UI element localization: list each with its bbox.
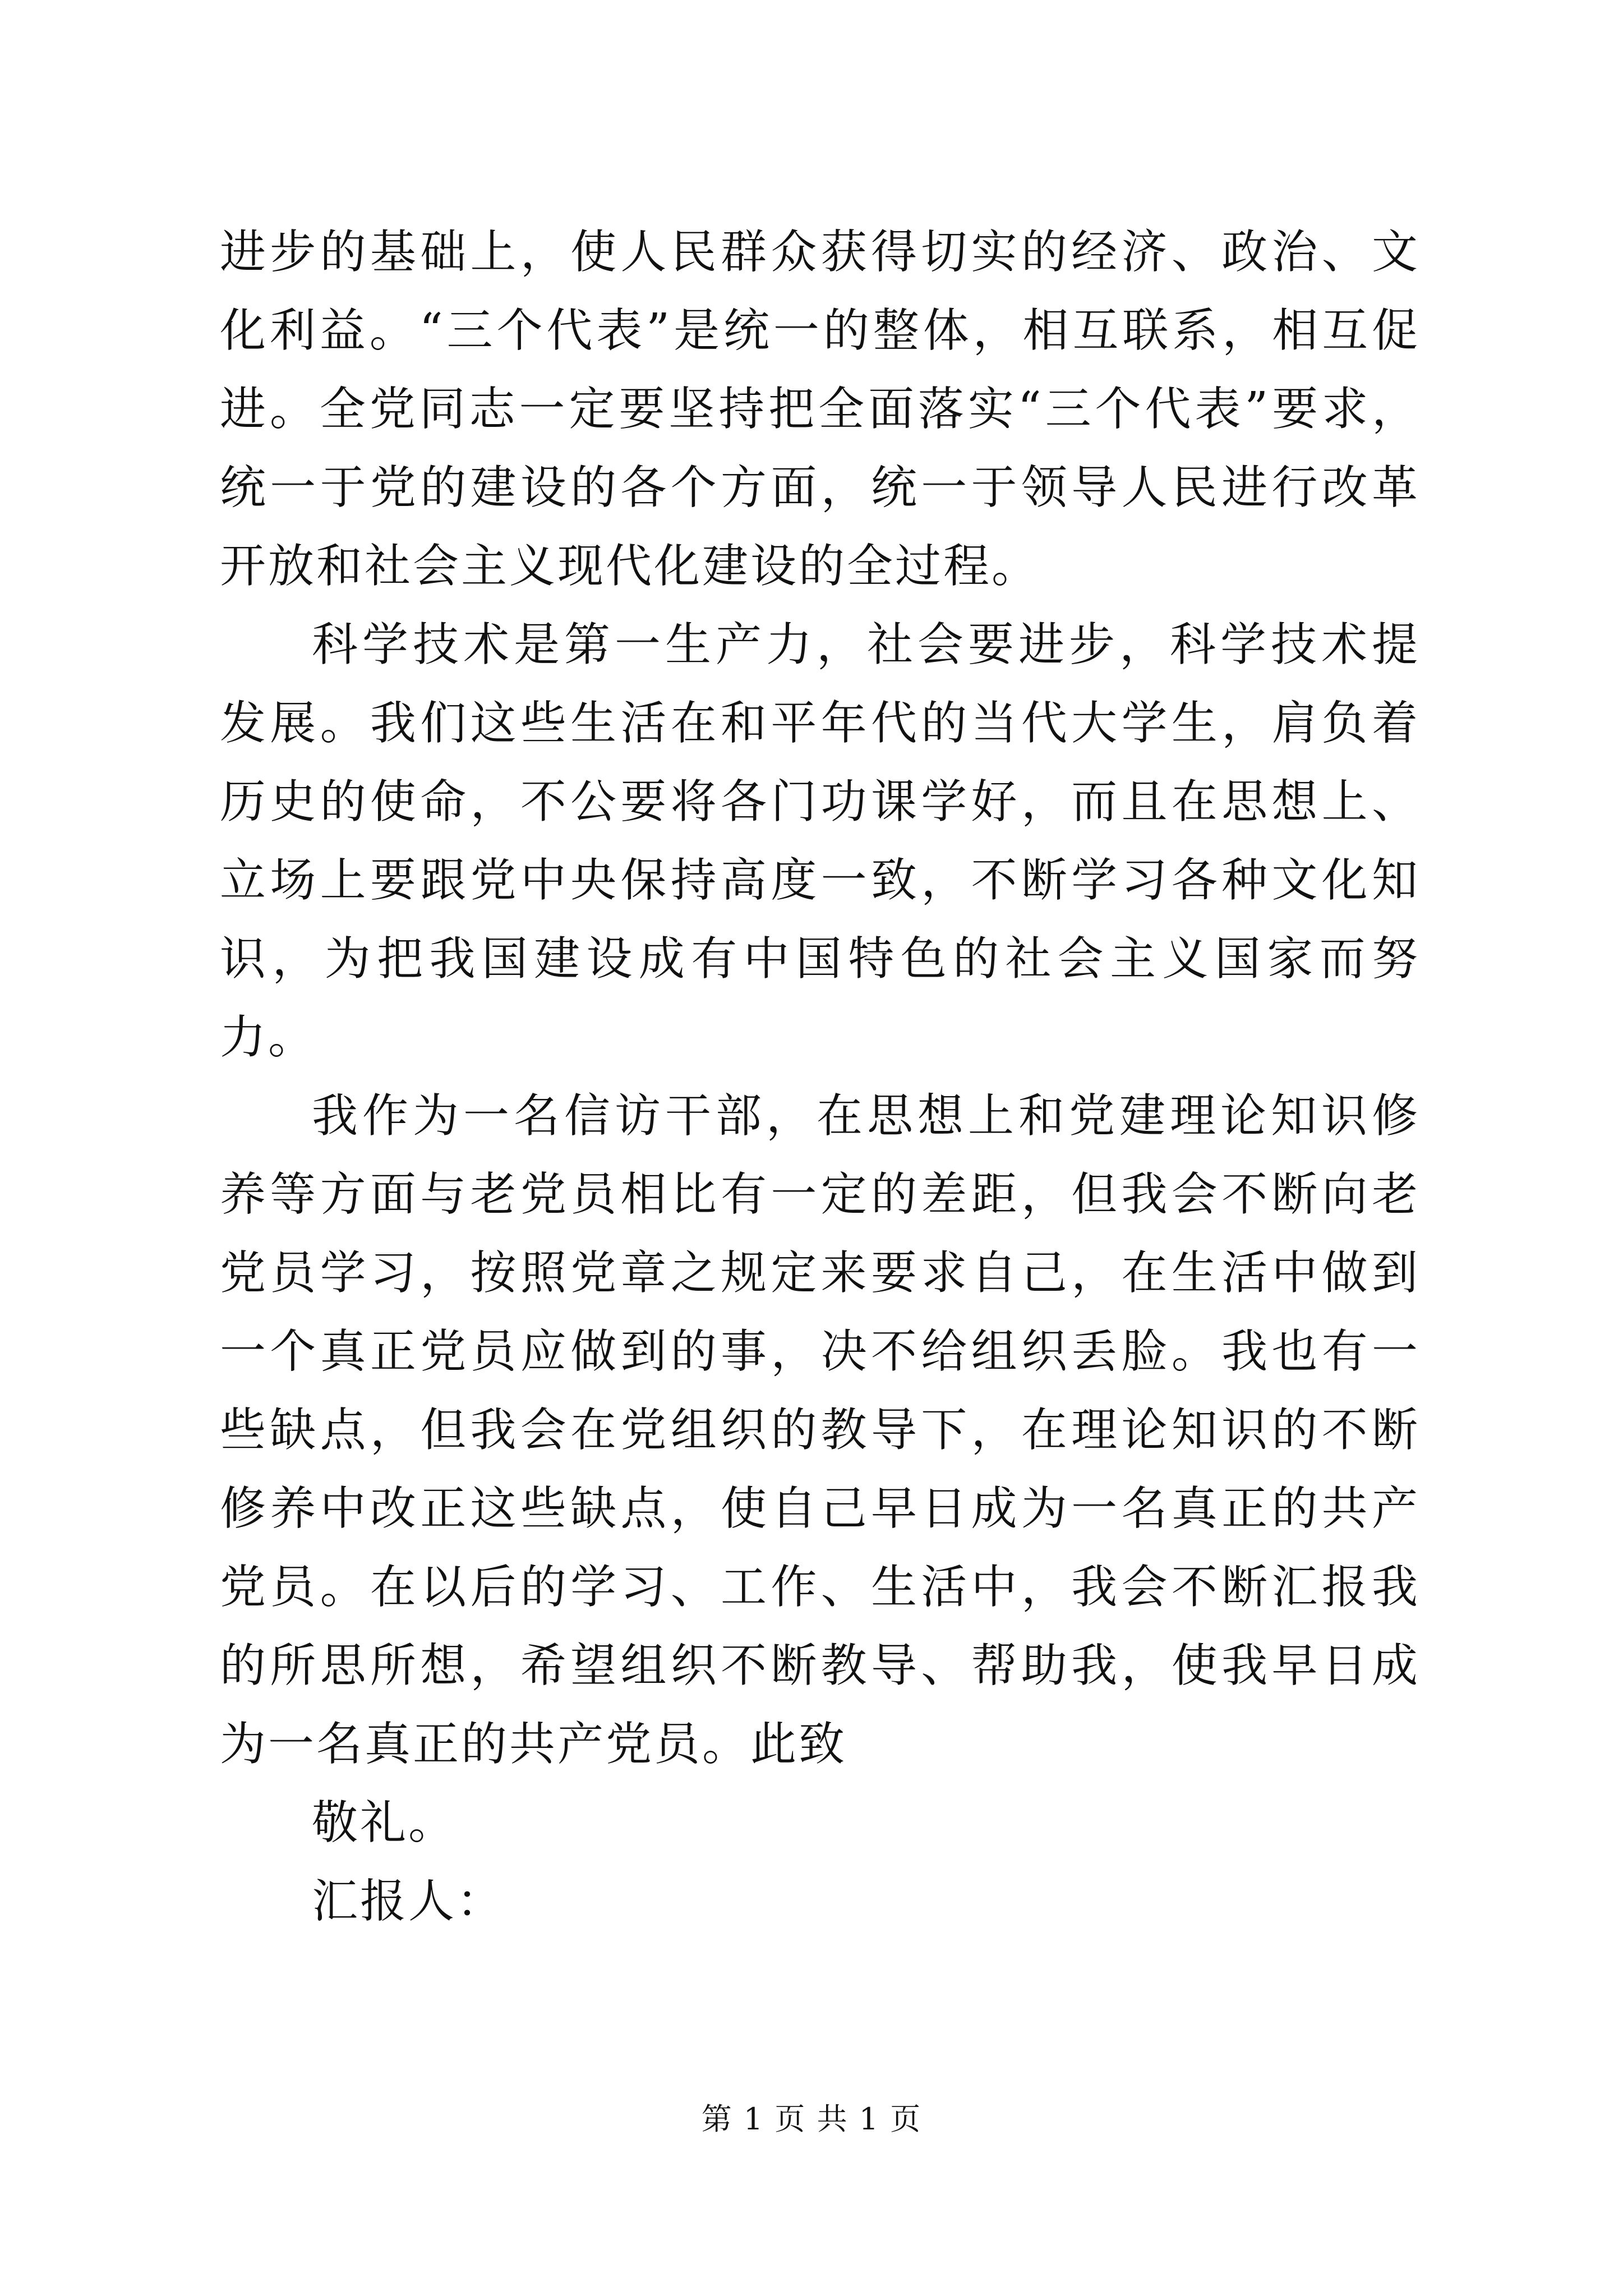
document-body bbox=[220, 213, 1420, 1941]
paragraph-1: 进步的基础上，使人民群众获得切实的经济、政治、文化利益。“三个代表”是统一的整体，相互联系，相互促进。全党同志一定要坚持把全面落实“三个代表”要求，统一于党的建设的各个方面，统一于领导人民进行改革开放和社会主义现代化建设的全过程。 bbox=[220, 226, 1420, 593]
paragraph-2: 科学技术是第一生产力，社会要进步，科学技术提发展。我们这些生活在和平年代的当代大学生，肩负着历史的使命，不公要将各门功课学好，而且在思想上、立场上要跟党中央保持高度一致，不断学习各种文化知识，为把我国建设成有中国特色的社会主义国家而努力。 bbox=[220, 618, 1420, 1064]
salutation: 敬礼。 bbox=[312, 1796, 457, 1849]
reporter-label: 汇报人： bbox=[312, 1875, 505, 1928]
paragraph-3: 我作为一名信访干部，在思想上和党建理论知识修养等方面与老党员相比有一定的差距，但我会不断向老党员学习，按照党章之规定来要求自己，在生活中做到一个真正党员应做到的事，决不给组织丢脸。我也有一些缺点，但我会在党组织的教导下，在理论知识的不断修养中改正这些缺点，使自己早日成为一名真正的共产党员。在以后的学习、工作、生活中，我会不断汇报我的所思所想，希望组织不断教导、帮助我，使我早日成为一名真正的共产党员。此致 bbox=[220, 1089, 1420, 1771]
page-footer: 第 1 页 共 1 页 bbox=[701, 2101, 922, 2137]
